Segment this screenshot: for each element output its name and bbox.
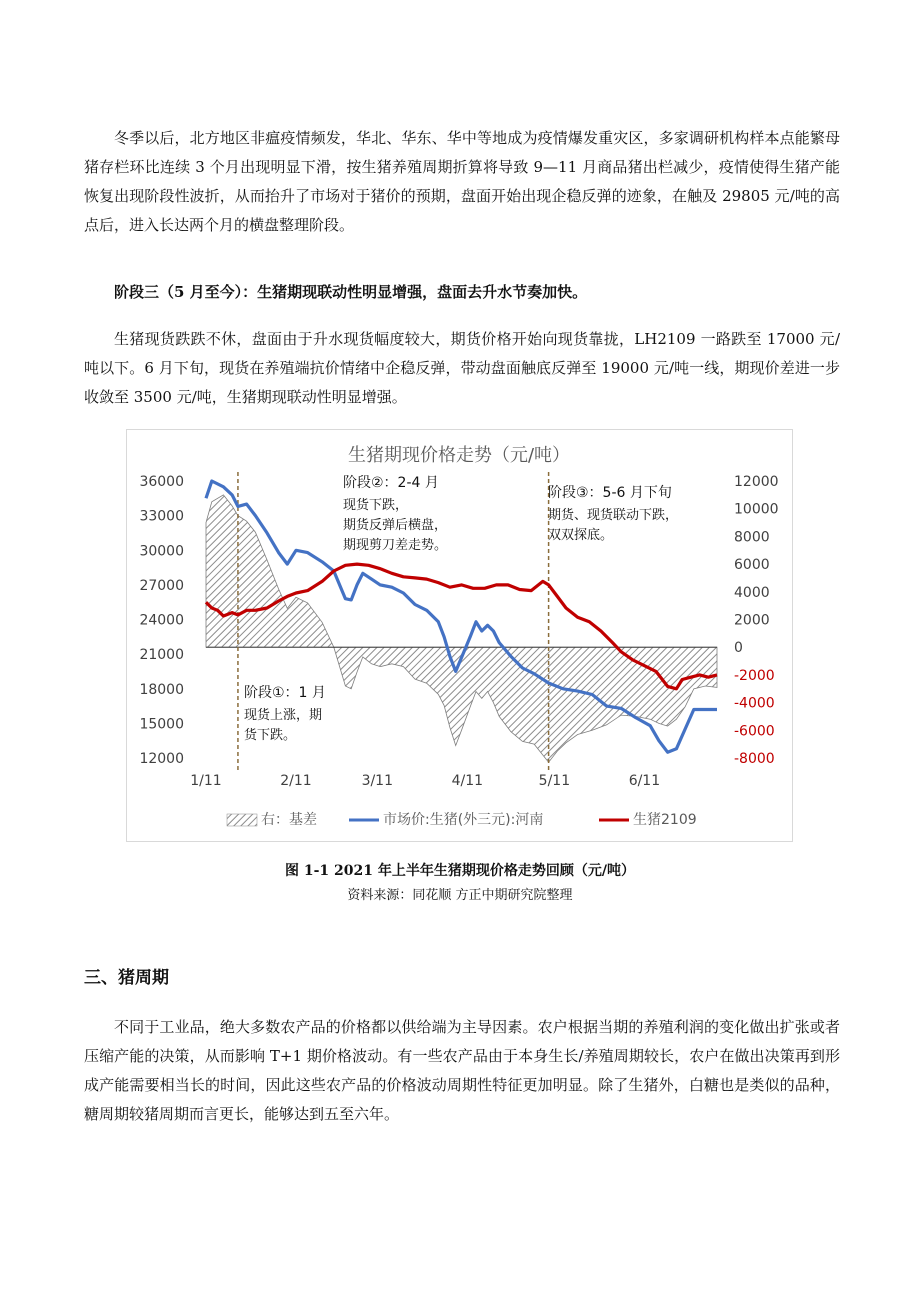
x-axis-tick: 6/11 bbox=[628, 773, 661, 789]
left-axis-tick: 33000 bbox=[139, 508, 184, 525]
annotation-title: 阶段③：5-6 月下旬 bbox=[548, 485, 672, 501]
legend-label-spot: 市场价:生猪(外三元):河南 bbox=[383, 812, 544, 828]
legend-label-futures: 生猪2109 bbox=[633, 812, 697, 828]
legend-swatch-basis bbox=[227, 814, 257, 826]
paragraph-3: 不同于工业品，绝大多数农产品的价格都以供给端为主导因素。农户根据当期的养殖利润的变化做出扩张或者压缩产能的决策，从而影响 T+1 期价格波动。有一些农产品由于本身生长/养殖周期较长，农户在做出决策再到形成产能需要相当长的时间，因此这些农产品的价格波动周期性特征更加明显。除了生猪外，白糖也是类似的品种，糖周期较猪周期而言更长，能够达到五至六年。 bbox=[84, 1018, 840, 1123]
figure-caption: 图 1-1 2021 年上半年生猪期现价格走势回顾（元/吨） bbox=[285, 863, 635, 879]
right-axis-tick: 8000 bbox=[734, 529, 770, 546]
annotation-line: 期现剪刀差走势。 bbox=[343, 538, 448, 553]
left-axis-tick: 24000 bbox=[139, 612, 184, 629]
right-axis-tick: 12000 bbox=[734, 474, 779, 490]
left-axis-tick: 12000 bbox=[139, 751, 184, 767]
right-axis-tick: 2000 bbox=[734, 612, 770, 629]
x-axis-tick: 5/11 bbox=[538, 773, 571, 789]
x-axis-tick: 2/11 bbox=[280, 773, 312, 789]
chart-frame bbox=[126, 429, 793, 842]
right-axis-tick: 6000 bbox=[734, 557, 770, 574]
annotation-title: 阶段②：2-4 月 bbox=[343, 475, 439, 491]
right-axis-tick: -2000 bbox=[734, 667, 775, 684]
left-axis-tick: 30000 bbox=[139, 543, 184, 560]
x-axis-tick: 1/11 bbox=[190, 773, 222, 789]
paragraph-1: 冬季以后，北方地区非瘟疫情频发，华北、华东、华中等地成为疫情爆发重灾区，多家调研机构样本点能繁母猪存栏环比连续 3 个月出现明显下滑，按生猪养殖周期折算将导致 9—11 月商品猪出栏减少，疫情使得生猪产能恢复出现阶段性波折，从而抬升了市场对于猪价的预期，盘面开始出现企稳反弹的迹象，在触及 29805 元/吨的高点后，进入长达两个月的横盘整理阶段。 bbox=[84, 129, 840, 234]
right-axis-tick: -8000 bbox=[734, 751, 775, 767]
left-axis-tick: 15000 bbox=[139, 716, 184, 733]
section-3-title: 三、猪周期 bbox=[84, 968, 169, 988]
right-axis-tick: 0 bbox=[734, 640, 743, 657]
stage3-heading: 阶段三（5 月至今）：生猪期现联动性明显增强，盘面去升水节奏加快。 bbox=[114, 283, 588, 301]
left-axis-tick: 21000 bbox=[139, 647, 184, 664]
right-axis-tick: -4000 bbox=[734, 695, 775, 712]
annotation-line: 期货、现货联动下跌， bbox=[548, 508, 679, 523]
annotation-title: 阶段①：1 月 bbox=[244, 685, 326, 701]
annotation-line: 现货上涨，期 bbox=[244, 708, 323, 723]
x-axis-tick: 4/11 bbox=[451, 773, 484, 789]
left-axis-tick: 36000 bbox=[139, 474, 184, 490]
x-axis-tick: 3/11 bbox=[361, 773, 394, 789]
right-axis-tick: 4000 bbox=[734, 584, 770, 601]
annotation-line: 现货下跌， bbox=[343, 498, 409, 513]
paragraph-2: 生猪现货跌跌不休，盘面由于升水现货幅度较大，期货价格开始向现货靠拢，LH2109 一路跌至 17000 元/吨以下。6 月下旬，现货在养殖端抗价情绪中企稳反弹，带动盘面触底反弹至 19000 元/吨一线，期现价差进一步收敛至 3500 元/吨，生猪期现联动性明显增强。 bbox=[84, 330, 840, 406]
annotation-line: 货下跌。 bbox=[244, 728, 297, 743]
right-axis-tick: -6000 bbox=[734, 723, 775, 740]
legend-label-basis: 右：基差 bbox=[261, 812, 317, 828]
left-axis-tick: 18000 bbox=[139, 681, 184, 698]
annotation-line: 双双探底。 bbox=[548, 528, 614, 543]
right-axis-tick: 10000 bbox=[734, 501, 779, 518]
left-axis-tick: 27000 bbox=[139, 577, 184, 594]
figure-source: 资料来源：同花顺 方正中期研究院整理 bbox=[347, 888, 573, 903]
chart-title: 生猪期现价格走势（元/吨） bbox=[347, 445, 571, 466]
legend bbox=[227, 811, 697, 828]
price-chart bbox=[127, 430, 792, 841]
annotation-line: 期货反弹后横盘， bbox=[343, 518, 448, 533]
